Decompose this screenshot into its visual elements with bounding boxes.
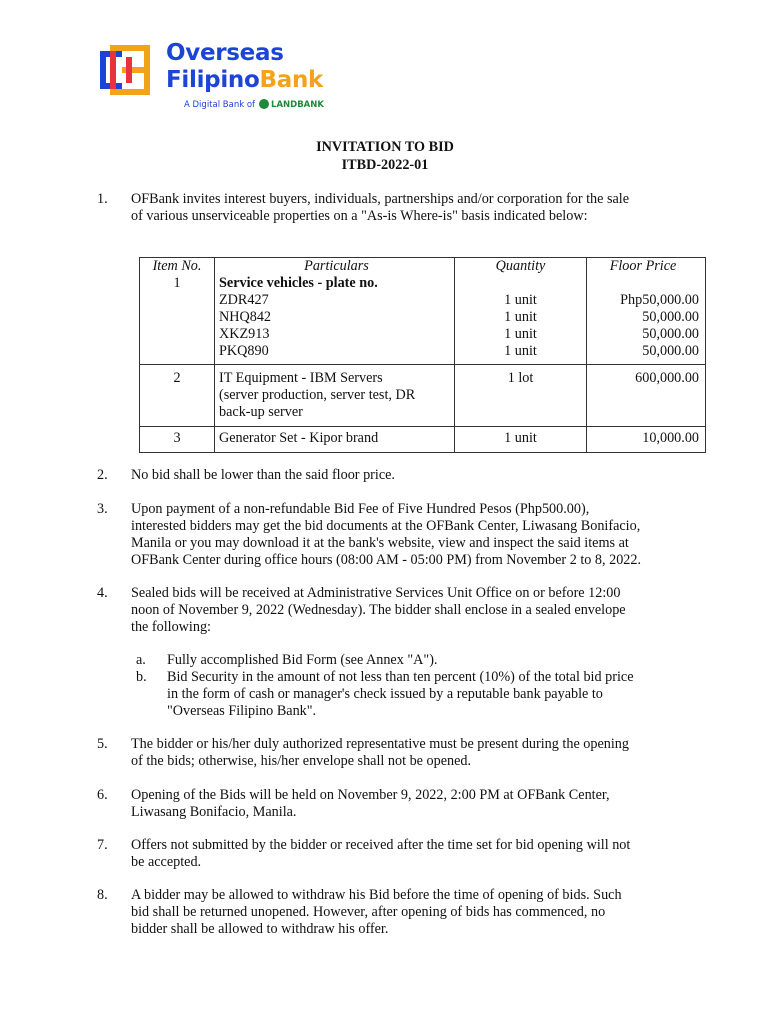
- sub-item-label: a.: [136, 652, 146, 668]
- sub-item-label: b.: [136, 669, 147, 685]
- item-8-text: A bidder may be allowed to withdraw his Bid before the time of opening of bids. Such bid shall be returned unopened. However, after opening of bids has commenced, no bidder shall be allowed to withdraw his offer.: [131, 887, 622, 937]
- particulars-line: (server production, server test, DR: [219, 387, 416, 403]
- item-4-text: Sealed bids will be received at Administrative Services Unit Office on or before 12:00 noon of November 9, 2022 (Wednesday). The bidder shall enclose in a sealed envelope the following:: [131, 585, 626, 635]
- particulars-heading: Service vehicles - plate no.: [219, 275, 378, 291]
- quantity-line: 1 unit: [504, 292, 537, 308]
- item-5-text: The bidder or his/her duly authorized representative must be present during the opening of the bids; otherwise, his/her envelope shall not be opened.: [131, 736, 629, 769]
- logo-wordmark-line2: FilipinoBank: [166, 67, 324, 93]
- item-no-cell: 3: [140, 427, 215, 453]
- quantity-cell: 1 lot: [455, 365, 587, 427]
- item-number: 2.: [97, 467, 108, 483]
- ofbank-logo: [100, 42, 360, 112]
- price-cell: 600,000.00: [587, 365, 706, 427]
- item-1-text: OFBank invites interest buyers, individuals, partnerships and/or corporation for the sale of various unserviceable properties on a "As-is Where-is" basis indicated below:: [131, 191, 630, 224]
- quantity-line: 1 unit: [504, 343, 537, 359]
- item-number: 6.: [97, 787, 108, 803]
- item-number: 5.: [97, 736, 108, 752]
- properties-table: [139, 257, 706, 453]
- logo-wordmark-line1: Overseas: [166, 40, 284, 66]
- price-line: 50,000.00: [642, 309, 699, 325]
- item-number: 7.: [97, 837, 108, 853]
- document-title: INVITATION TO BID: [316, 139, 454, 155]
- table-row: [140, 258, 706, 365]
- sub-item-a-text: Fully accomplished Bid Form (see Annex "A").: [167, 652, 438, 668]
- particulars-cell: Generator Set - Kipor brand: [215, 427, 455, 453]
- table-row: [140, 427, 706, 453]
- particulars-line: ZDR427: [219, 292, 269, 308]
- item-2-text: No bid shall be lower than the said floor price.: [131, 467, 395, 483]
- particulars-line: back-up server: [219, 404, 303, 420]
- table-cell: [215, 365, 455, 427]
- particulars-line: PKQ890: [219, 343, 269, 359]
- header-floor-price: Floor Price: [609, 258, 677, 274]
- header-particulars: Particulars: [304, 258, 369, 274]
- price-line: Php50,000.00: [620, 292, 699, 308]
- table-cell: [215, 258, 455, 365]
- particulars-line: IT Equipment - IBM Servers: [219, 370, 383, 386]
- landbank-icon: [259, 99, 269, 109]
- price-cell: 10,000.00: [587, 427, 706, 453]
- table-cell: [455, 258, 587, 365]
- sub-item-b-text: Bid Security in the amount of not less than ten percent (10%) of the total bid price in the form of cash or manager's check issued by a reputable bank payable to "Overseas Filipino Bank".: [167, 669, 634, 719]
- quantity-cell: 1 unit: [455, 427, 587, 453]
- item-no-cell: 1: [173, 275, 181, 291]
- price-line: 50,000.00: [642, 343, 699, 359]
- header-item-no: Item No.: [152, 258, 202, 274]
- item-7-text: Offers not submitted by the bidder or received after the time set for bid opening will not be accepted.: [131, 837, 631, 870]
- price-line: 50,000.00: [642, 326, 699, 342]
- quantity-line: 1 unit: [504, 326, 537, 342]
- item-3-text: Upon payment of a non-refundable Bid Fee of Five Hundred Pesos (Php500.00), interested bidders may get the bid documents at the OFBank Center, Liwasang Bonifacio, Manila or you may download it at the bank's website, view and inspect the said items at OFBank Center during office hours (08:00 AM - 05:00 PM) from November 2 to 8, 2022.: [131, 501, 642, 568]
- item-number: 1.: [97, 191, 108, 207]
- header-quantity: Quantity: [495, 258, 546, 274]
- particulars-line: NHQ842: [219, 309, 272, 325]
- item-6-text: Opening of the Bids will be held on November 9, 2022, 2:00 PM at OFBank Center, Liwasang Bonifacio, Manila.: [131, 787, 610, 820]
- document-reference: ITBD-2022-01: [341, 157, 429, 173]
- item-number: 3.: [97, 501, 108, 517]
- table-cell: [587, 258, 706, 365]
- table-cell: [140, 258, 215, 365]
- logo-tagline: A Digital Bank of LANDBANK: [184, 100, 324, 110]
- particulars-line: XKZ913: [219, 326, 270, 342]
- quantity-line: 1 unit: [504, 309, 537, 325]
- item-number: 8.: [97, 887, 108, 903]
- item-number: 4.: [97, 585, 108, 601]
- table-row: [140, 365, 706, 427]
- item-no-cell: 2: [140, 365, 215, 427]
- ofbank-logo-icon: [100, 45, 154, 95]
